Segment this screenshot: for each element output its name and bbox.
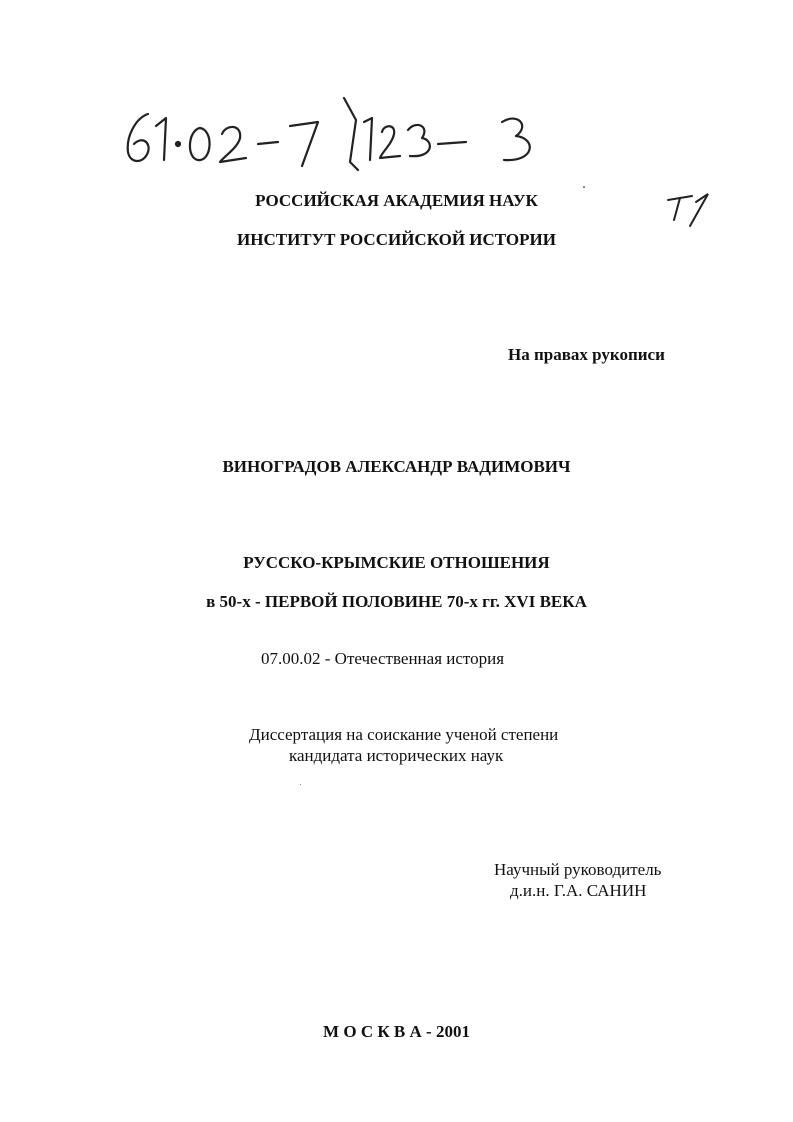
handwritten-archive-code [118,92,558,172]
author-name: ВИНОГРАДОВ АЛЕКСАНДР ВАДИМОВИЧ [222,457,571,476]
title-line-2: в 50-х - ПЕРВОЙ ПОЛОВИНЕ 70-х гг. XVI ВЕКА [206,592,587,611]
speck [300,784,301,785]
title-line-1: РУССКО-КРЫМСКИЕ ОТНОШЕНИЯ [243,553,550,572]
specialty: 07.00.02 - Отечественная история [261,649,505,668]
dissertation-line-1: Диссертация на соискание ученой степени [249,725,559,744]
dissertation-line-2: кандидата исторических наук [289,746,504,765]
supervisor-name: д.и.н. Г.А. САНИН [510,881,647,900]
academy-name: РОССИЙСКАЯ АКАДЕМИЯ НАУК [255,191,538,210]
speck [583,186,585,188]
supervisor-label: Научный руководитель [494,860,662,879]
manuscript-note: На правах рукописи [508,345,665,364]
institute-name: ИНСТИТУТ РОССИЙСКОЙ ИСТОРИИ [237,230,556,249]
city-year: М О С К В А - 2001 [323,1022,470,1041]
